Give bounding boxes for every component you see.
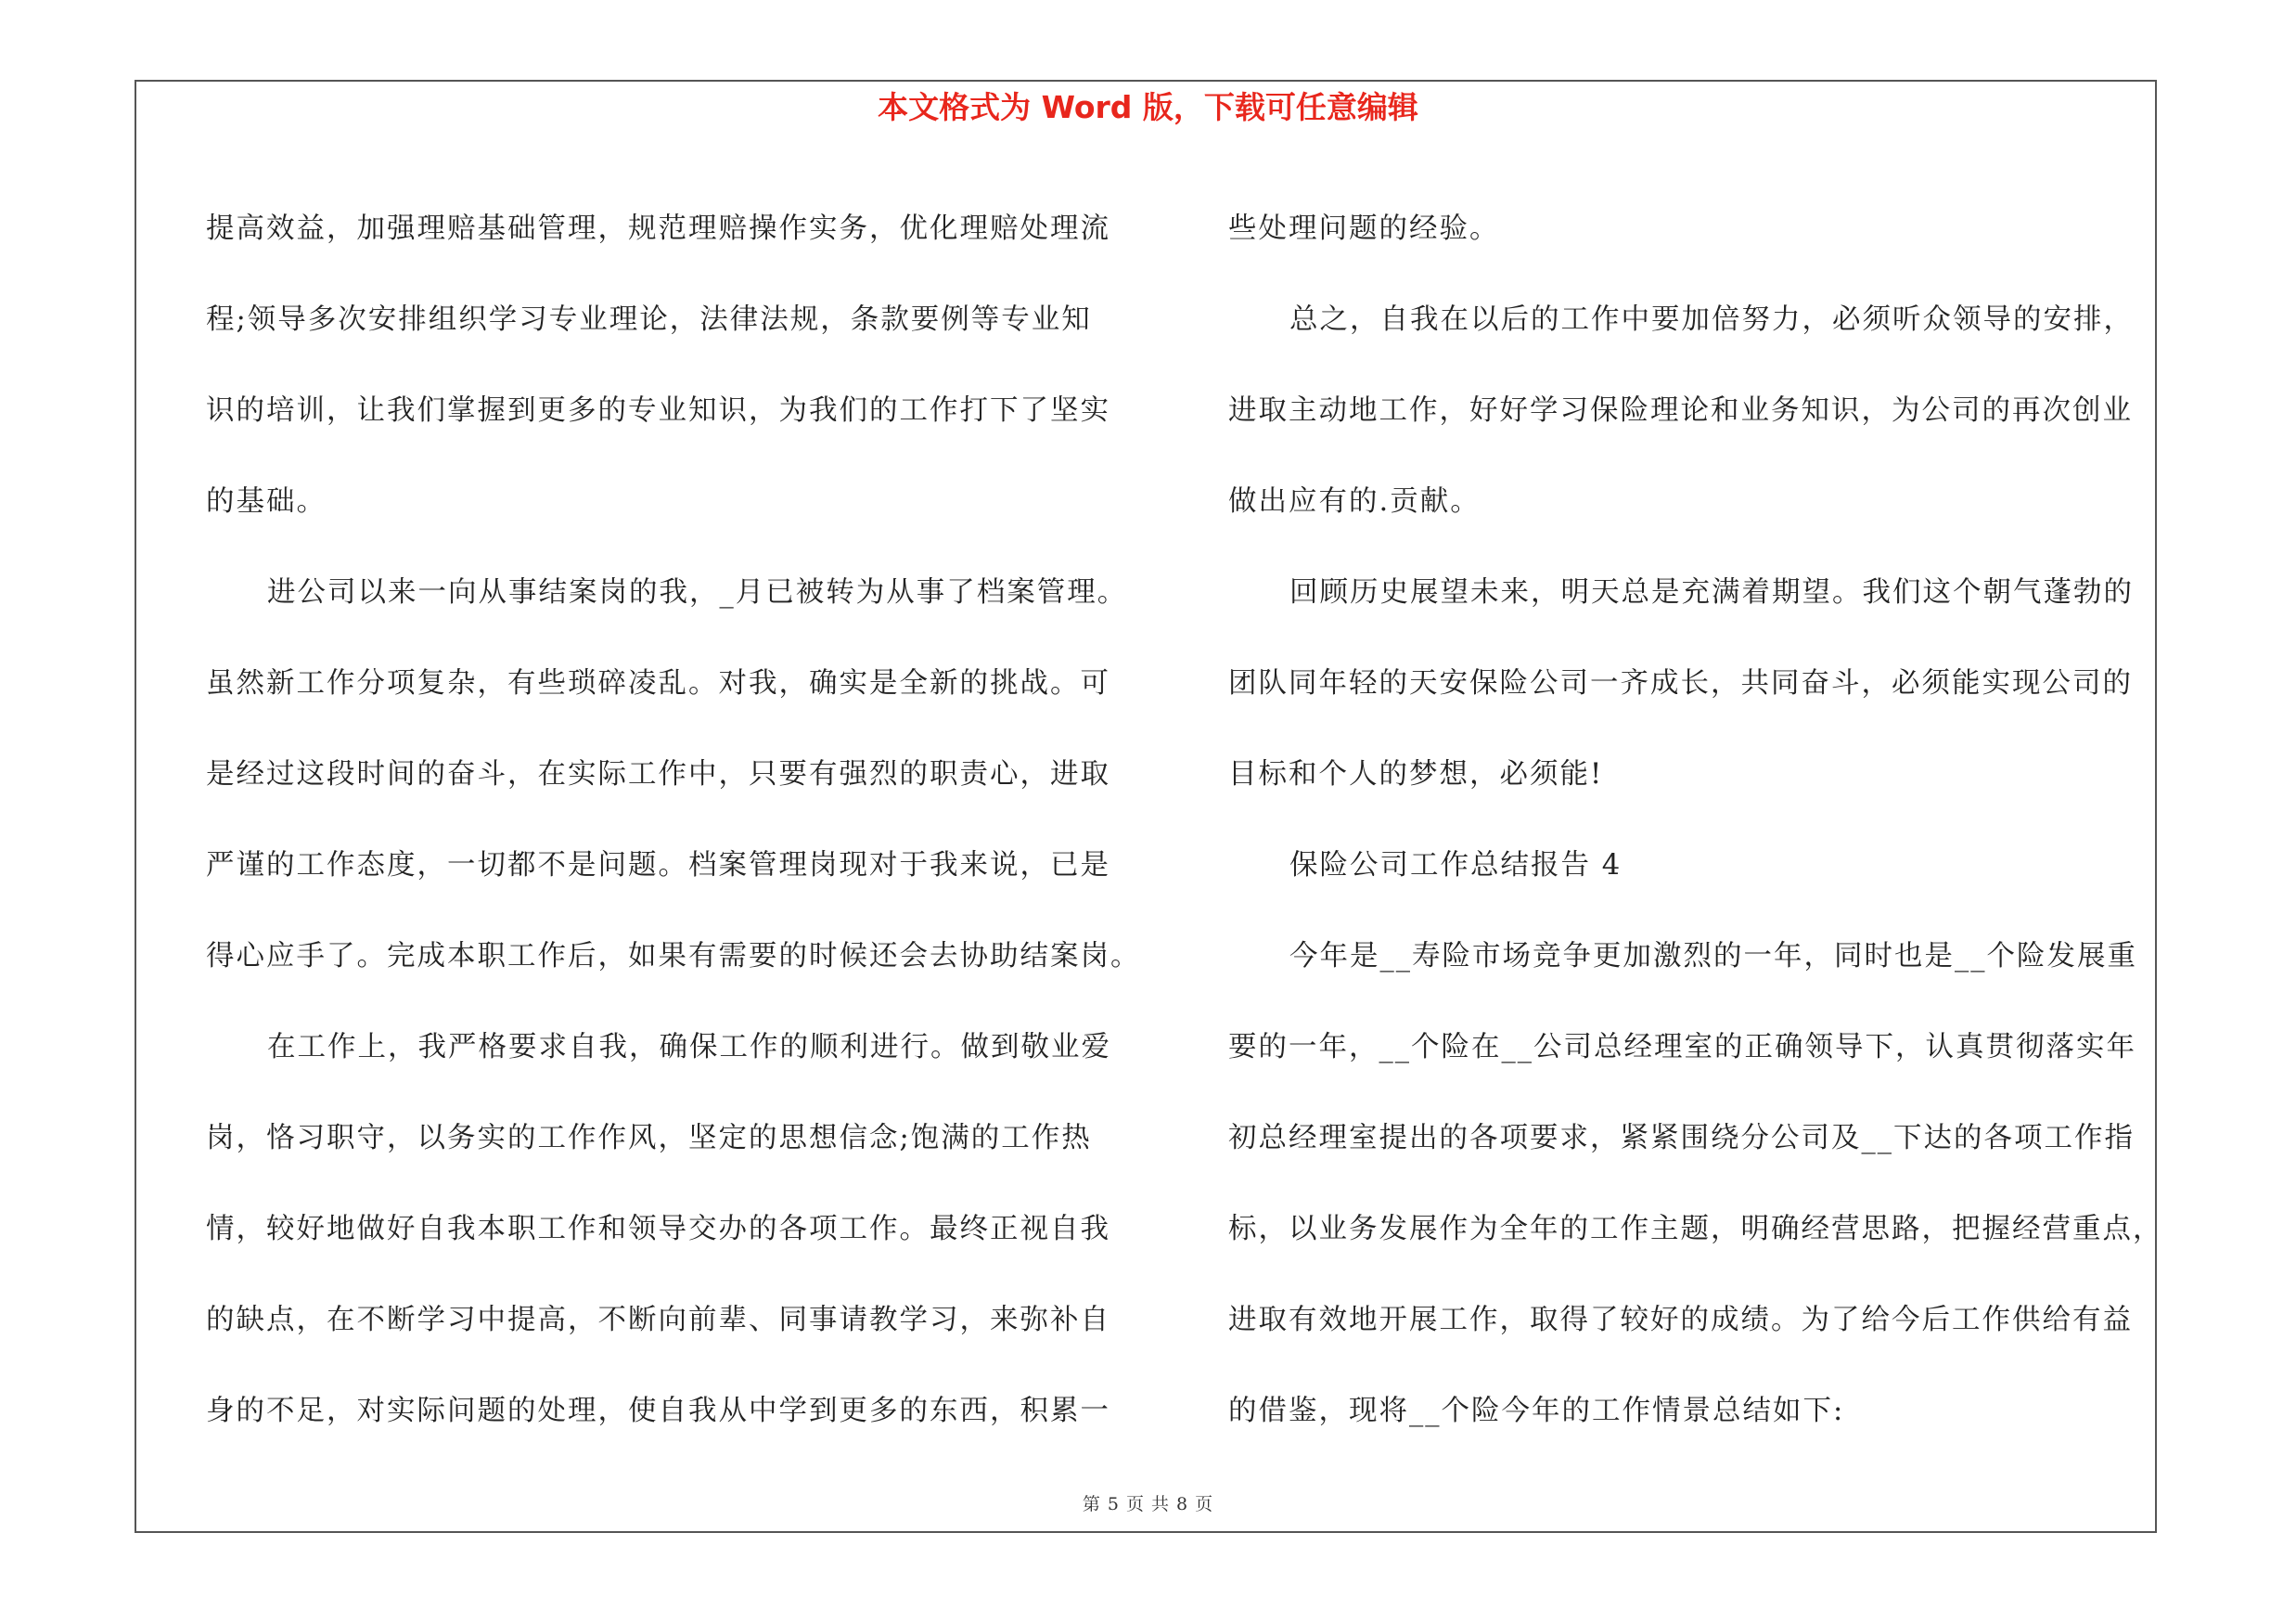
text-line: 严谨的工作态度，一切都不是问题。档案管理岗现对于我来说，已是 bbox=[206, 849, 1110, 882]
text-line: 情，较好地做好自我本职工作和领导交办的各项工作。最终正视自我 bbox=[206, 1213, 1110, 1245]
text-line: 身的不足，对实际问题的处理，使自我从中学到更多的东西，积累一 bbox=[206, 1395, 1110, 1427]
text-line: 岗，恪习职守，以务实的工作作风，坚定的思想信念;饱满的工作热 bbox=[206, 1122, 1092, 1154]
text-line: 初总经理室提出的各项要求，紧紧围绕分公司及__下达的各项工作指 bbox=[1228, 1122, 2135, 1154]
paragraph-start-line: 进公司以来一向从事结案岗的我，_月已被转为从事了档案管理。 bbox=[267, 576, 1128, 609]
text-line: 些处理问题的经验。 bbox=[1228, 213, 1500, 245]
text-line: 目标和个人的梦想，必须能! bbox=[1228, 758, 1604, 791]
text-line: 虽然新工作分项复杂，有些琐碎凌乱。对我，确实是全新的挑战。可 bbox=[206, 667, 1110, 700]
paragraph-start-line: 在工作上，我严格要求自我，确保工作的顺利进行。做到敬业爱 bbox=[267, 1031, 1111, 1063]
text-line: 团队同年轻的天安保险公司一齐成长，共同奋斗，必须能实现公司的 bbox=[1228, 667, 2133, 700]
text-line: 是经过这段时间的奋斗，在实际工作中，只要有强烈的职责心，进取 bbox=[206, 758, 1110, 791]
text-line: 进取主动地工作，好好学习保险理论和业务知识，为公司的再次创业 bbox=[1228, 394, 2133, 427]
left-text-column bbox=[206, 184, 1141, 1457]
section-heading: 保险公司工作总结报告 4 bbox=[1289, 849, 1623, 882]
format-banner: 本文格式为 Word 版，下载可任意编辑 bbox=[878, 89, 1418, 125]
paragraph-start-line: 今年是__寿险市场竞争更加激烈的一年，同时也是__个险发展重 bbox=[1289, 940, 2137, 973]
text-line: 要的一年，__个险在__公司总经理室的正确领导下，认真贯彻落实年 bbox=[1228, 1031, 2136, 1063]
paragraph-start-line: 总之，自我在以后的工作中要加倍努力，必须听众领导的安排， bbox=[1289, 303, 2134, 336]
paragraph-start-line: 回顾历史展望未来，明天总是充满着期望。我们这个朝气蓬勃的 bbox=[1289, 576, 2134, 609]
right-text-column bbox=[1228, 184, 2163, 1457]
text-line: 的借鉴，现将__个险今年的工作情景总结如下: bbox=[1228, 1395, 1845, 1427]
text-line: 标，以业务发展作为全年的工作主题，明确经营思路，把握经营重点， bbox=[1228, 1213, 2163, 1245]
text-line: 的基础。 bbox=[206, 485, 327, 518]
text-line: 提高效益，加强理赔基础管理，规范理赔操作实务，优化理赔处理流 bbox=[206, 213, 1110, 245]
text-line: 的缺点，在不断学习中提高，不断向前辈、同事请教学习，来弥补自 bbox=[206, 1304, 1110, 1336]
text-line: 做出应有的.贡献。 bbox=[1228, 485, 1481, 518]
page-number-footer: 第 5 页 共 8 页 bbox=[1082, 1494, 1214, 1514]
text-line: 得心应手了。完成本职工作后，如果有需要的时候还会去协助结案岗。 bbox=[206, 940, 1141, 973]
text-line: 程;领导多次安排组织学习专业理论，法律法规，条款要例等专业知 bbox=[206, 303, 1092, 336]
text-line: 进取有效地开展工作，取得了较好的成绩。为了给今后工作供给有益 bbox=[1228, 1304, 2133, 1336]
text-line: 识的培训，让我们掌握到更多的专业知识，为我们的工作打下了坚实 bbox=[206, 394, 1110, 427]
